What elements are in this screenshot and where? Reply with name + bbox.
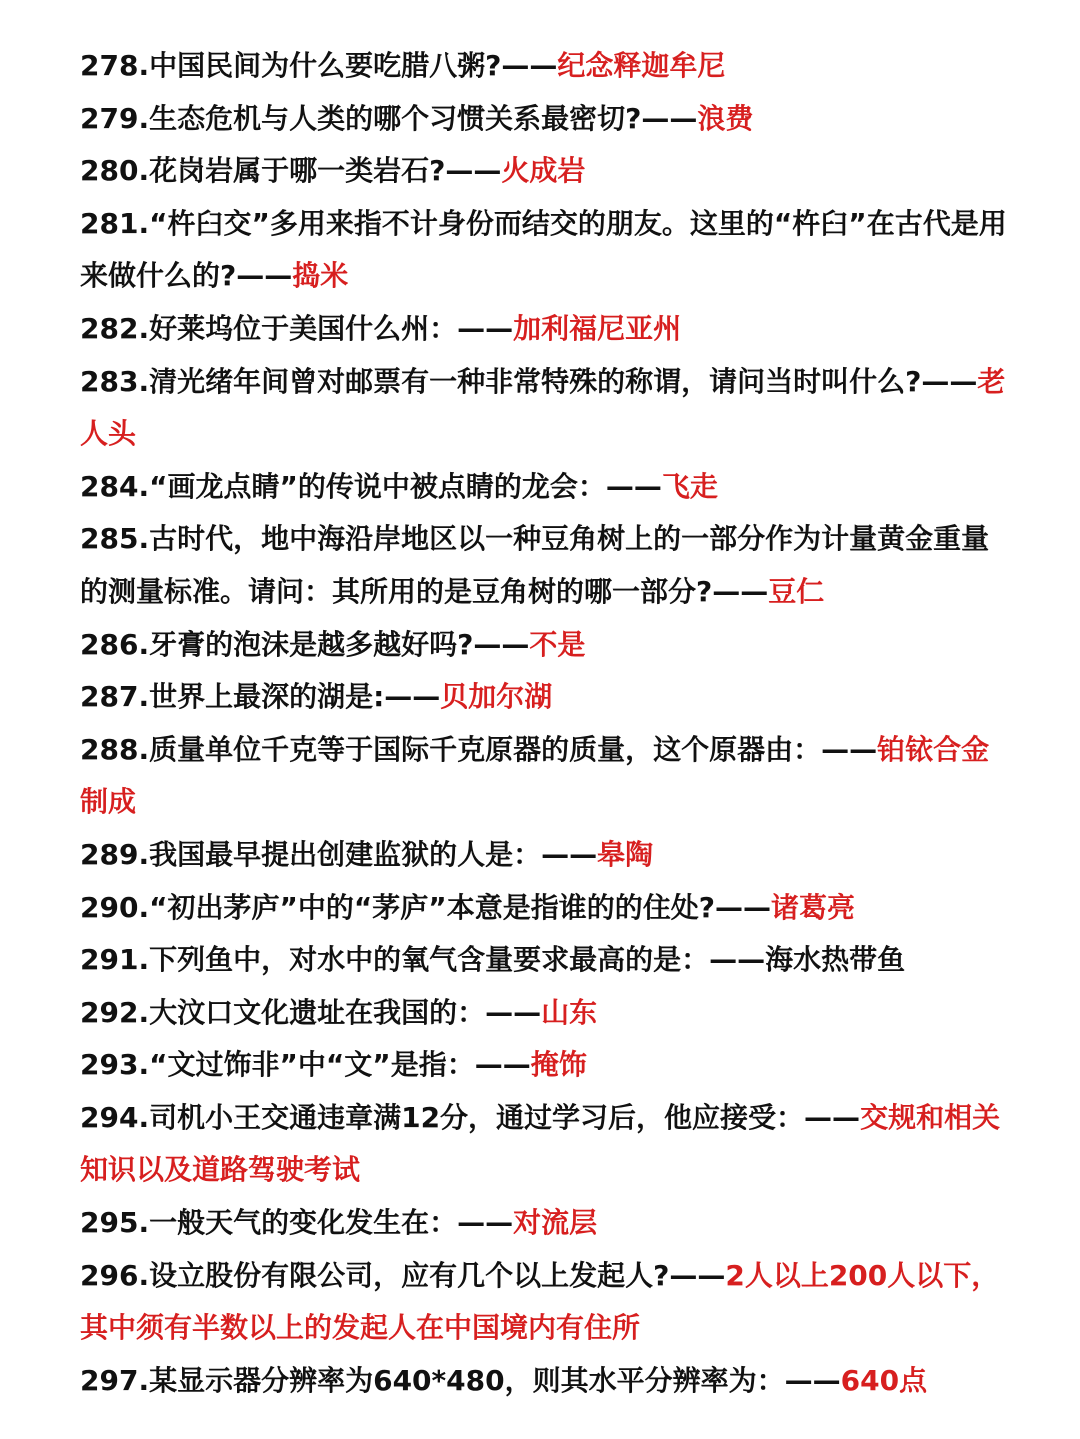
question-text: 280.花岗岩属于哪一类岩石?—— bbox=[80, 154, 502, 188]
answer-text: 浪费 bbox=[697, 101, 754, 135]
question-text: 292.大汶口文化遗址在我国的：—— bbox=[80, 995, 542, 1029]
answer-text: 加利福尼亚州 bbox=[513, 311, 682, 345]
answer-text: 纪念释迦牟尼 bbox=[557, 49, 726, 82]
question-text: 287.世界上最深的湖是:—— bbox=[80, 680, 441, 714]
answer-text: 海水热带鱼 bbox=[765, 943, 906, 977]
quiz-item-281 bbox=[80, 198, 1010, 303]
answer-text: 豆仁 bbox=[768, 574, 825, 608]
quiz-item-294 bbox=[80, 1092, 1010, 1197]
quiz-item-287 bbox=[80, 671, 1010, 724]
question-text: 288.质量单位千克等于国际千克原器的质量，这个原器由：—— bbox=[80, 732, 878, 766]
quiz-item-283 bbox=[80, 356, 1010, 461]
answer-text: 山东 bbox=[541, 995, 598, 1029]
question-text: 294.司机小王交通违章满12分，通过学习后，他应接受：—— bbox=[80, 1100, 861, 1134]
quiz-item-292 bbox=[80, 987, 1010, 1040]
answer-text: 贝加尔湖 bbox=[440, 680, 553, 714]
quiz-item-279 bbox=[80, 93, 1010, 146]
answer-text: 不是 bbox=[529, 627, 586, 661]
quiz-item-296 bbox=[80, 1250, 1010, 1355]
question-text: 282.好莱坞位于美国什么州：—— bbox=[80, 311, 514, 345]
question-text: 283.清光绪年间曾对邮票有一种非常特殊的称谓，请问当时叫什么?—— bbox=[80, 364, 978, 398]
answer-text: 掩饰 bbox=[530, 1048, 587, 1082]
quiz-item-280 bbox=[80, 145, 1010, 198]
question-text: 279.生态危机与人类的哪个习惯关系最密切?—— bbox=[80, 101, 698, 135]
quiz-item-290 bbox=[80, 882, 1010, 935]
answer-text: 捣米 bbox=[292, 259, 349, 293]
answer-text: 对流层 bbox=[513, 1206, 598, 1240]
question-text: 296.设立股份有限公司，应有几个以上发起人?—— bbox=[80, 1258, 726, 1292]
question-text: 285.古时代，地中海沿岸地区以一种豆角树上的一部分作为计量黄金重量的测量标准。请问：其所用的是豆角树的哪一部分?—— bbox=[80, 522, 990, 608]
answer-text: 铂铱合金制成 bbox=[80, 732, 990, 819]
quiz-item-284 bbox=[80, 461, 1010, 514]
question-text: 284.“画龙点睛”的传说中被点睛的龙会：—— bbox=[80, 469, 662, 503]
quiz-item-288 bbox=[80, 724, 1010, 829]
quiz-item-295 bbox=[80, 1197, 1010, 1250]
answer-text: 640点 bbox=[840, 1363, 928, 1397]
quiz-list bbox=[80, 40, 1010, 1407]
question-text: 281.“杵臼交”多用来指不计身份而结交的朋友。这里的“杵臼”在古代是用来做什么的?—— bbox=[80, 206, 1007, 293]
quiz-item-297 bbox=[80, 1355, 1010, 1408]
answer-text: 皋陶 bbox=[597, 837, 654, 871]
answer-text: 飞走 bbox=[661, 469, 718, 503]
quiz-item-285 bbox=[80, 513, 1010, 618]
question-text: 297.某显示器分辨率为640*480，则其水平分辨率为：—— bbox=[80, 1363, 841, 1397]
answer-text: 火成岩 bbox=[501, 154, 586, 188]
answer-text: 交规和相关知识以及道路驾驶考试 bbox=[80, 1100, 1001, 1187]
quiz-item-282 bbox=[80, 303, 1010, 356]
quiz-item-278 bbox=[80, 40, 1010, 93]
question-text: 290.“初出茅庐”中的“茅庐”本意是指谁的的住处?—— bbox=[80, 890, 771, 924]
quiz-item-289 bbox=[80, 829, 1010, 882]
question-text: 291.下列鱼中，对水中的氧气含量要求最高的是：—— bbox=[80, 943, 766, 977]
answer-text: 老人头 bbox=[80, 364, 1006, 451]
quiz-item-286 bbox=[80, 619, 1010, 672]
quiz-item-293 bbox=[80, 1039, 1010, 1092]
quiz-item-291 bbox=[80, 934, 1010, 987]
question-text: 289.我国最早提出创建监狱的人是：—— bbox=[80, 837, 598, 871]
answer-text: 诸葛亮 bbox=[770, 890, 855, 924]
question-text: 295.一般天气的变化发生在：—— bbox=[80, 1206, 514, 1240]
question-text: 293.“文过饰非”中“文”是指：—— bbox=[80, 1048, 531, 1082]
question-text: 278.中国民间为什么要吃腊八粥?—— bbox=[80, 49, 558, 82]
question-text: 286.牙膏的泡沫是越多越好吗?—— bbox=[80, 627, 530, 661]
answer-text: 2人以上200人以下，其中须有半数以上的发起人在中国境内有住所 bbox=[80, 1258, 1000, 1345]
